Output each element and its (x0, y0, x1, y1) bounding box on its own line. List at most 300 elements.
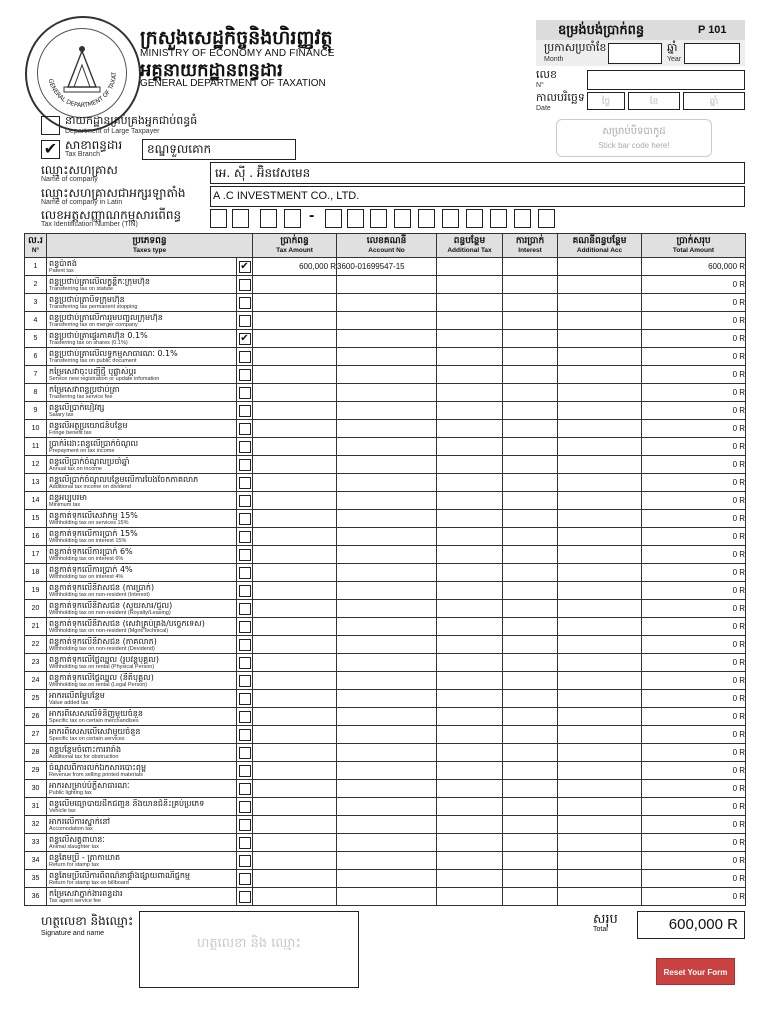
interest-field[interactable] (503, 708, 558, 726)
additional-acc-field[interactable] (558, 276, 642, 294)
tax-amount-field[interactable] (253, 888, 337, 906)
tax-type-kh: ពន្ធលើប្រាក់បៀវត្ស (49, 403, 105, 412)
additional-tax-field[interactable] (437, 384, 503, 402)
account-no-field[interactable] (337, 582, 437, 600)
additional-tax-field[interactable] (437, 312, 503, 330)
account-no-field[interactable] (337, 402, 437, 420)
tax-type-checkbox[interactable] (239, 801, 251, 813)
tax-amount-field[interactable] (253, 312, 337, 330)
additional-tax-field[interactable] (437, 564, 503, 582)
tax-type-en: Withholding tax on rental (Physical Person) (49, 664, 155, 670)
tax-type-checkbox[interactable] (239, 531, 251, 543)
account-no-field[interactable] (337, 384, 437, 402)
additional-acc-field[interactable] (558, 384, 642, 402)
tax-amount-field[interactable] (253, 690, 337, 708)
year-label-en: Year (667, 56, 682, 63)
tax-amount-field[interactable] (253, 870, 337, 888)
interest-field[interactable] (503, 258, 558, 276)
tax-type-checkbox[interactable]: ✔ (240, 332, 249, 344)
interest-field[interactable] (503, 366, 558, 384)
barcode-area (556, 119, 712, 157)
total-amount-field: 0 R (642, 474, 746, 492)
account-no-field[interactable] (337, 636, 437, 654)
tax-type-kh: ពន្ធបន្ថែមចំពោះការរារាំង (49, 745, 122, 754)
interest-field[interactable] (503, 384, 558, 402)
tin-digit-box[interactable] (418, 209, 435, 228)
additional-tax-field[interactable] (437, 672, 503, 690)
tax-type-kh: ពន្ធប៉ាតង់ (49, 259, 77, 268)
account-no-field[interactable] (337, 546, 437, 564)
tax-type-en: Trasferring tax on shares (0.1%) (49, 340, 128, 346)
table-row (25, 762, 746, 780)
tax-type-checkbox-cell (237, 654, 253, 672)
barcode-label-en: Stick bar code here! (598, 141, 670, 150)
interest-field[interactable] (503, 582, 558, 600)
table-row (25, 654, 746, 672)
tax-amount-field[interactable] (253, 276, 337, 294)
tax-type-kh: ពន្ធលើប្រាក់ចំណូលប្រចាំឆ្នាំ (49, 457, 130, 466)
additional-tax-field[interactable] (437, 438, 503, 456)
tax-type-kh: ពន្ធតែមប្រិ៍លើការពិពណ៌នាផ្ទាំងផ្សាយពាណិជ្ជកម្ម (49, 871, 190, 880)
additional-tax-field[interactable] (437, 330, 503, 348)
additional-acc-field[interactable] (558, 708, 642, 726)
additional-acc-field[interactable] (558, 528, 642, 546)
interest-field[interactable] (503, 438, 558, 456)
tax-amount-field[interactable] (253, 798, 337, 816)
tin-digit-box[interactable] (394, 209, 411, 228)
tax-type-checkbox-cell (237, 258, 253, 276)
interest-field[interactable] (503, 456, 558, 474)
tax-type-checkbox[interactable] (239, 693, 251, 705)
interest-field[interactable] (503, 510, 558, 528)
additional-tax-field[interactable] (437, 420, 503, 438)
tax-type-checkbox[interactable] (239, 711, 251, 723)
additional-acc-field[interactable] (558, 726, 642, 744)
tax-type-checkbox[interactable] (239, 639, 251, 651)
tax-amount-field[interactable] (253, 654, 337, 672)
tax-type-checkbox[interactable] (239, 621, 251, 633)
interest-field[interactable] (503, 870, 558, 888)
additional-tax-field[interactable] (437, 654, 503, 672)
additional-acc-field[interactable] (558, 744, 642, 762)
signature-label-en: Signature and name (41, 930, 105, 937)
tax-amount-field[interactable] (253, 384, 337, 402)
tax-amount-field[interactable] (253, 618, 337, 636)
additional-tax-field[interactable] (437, 888, 503, 906)
total-amount-field: 0 R (642, 762, 746, 780)
interest-field[interactable] (503, 402, 558, 420)
interest-field[interactable] (503, 312, 558, 330)
tax-type-checkbox[interactable] (239, 387, 251, 399)
tax-amount-field[interactable] (253, 438, 337, 456)
table-row (25, 276, 746, 294)
tin-digit-box[interactable] (514, 209, 531, 228)
tax-type-checkbox[interactable] (239, 477, 251, 489)
interest-field[interactable] (503, 564, 558, 582)
additional-tax-field[interactable] (437, 798, 503, 816)
additional-acc-field[interactable] (558, 618, 642, 636)
tin-digit-box[interactable] (538, 209, 555, 228)
col-header-amount: ប្រាក់ពន្ធ Tax Amount (253, 234, 337, 258)
interest-field[interactable] (503, 654, 558, 672)
tax-type-cell (47, 312, 237, 330)
additional-acc-field[interactable] (558, 690, 642, 708)
tax-type-checkbox[interactable] (239, 279, 251, 291)
interest-field[interactable] (503, 276, 558, 294)
account-no-field[interactable] (337, 852, 437, 870)
tax-type-checkbox[interactable] (239, 441, 251, 453)
tin-separator: - (309, 207, 315, 224)
tax-branch-checkbox[interactable]: ✔ (41, 140, 60, 159)
interest-field[interactable] (503, 744, 558, 762)
tax-amount-field[interactable] (253, 672, 337, 690)
tax-type-checkbox[interactable] (239, 765, 251, 777)
interest-field[interactable] (503, 474, 558, 492)
tax-type-en: Withholding tax on non-resident (Interest) (49, 592, 150, 598)
tax-type-en: Withholding tax on interest 6% (49, 556, 124, 562)
tax-type-kh: ពន្ធកាត់ទុកលើនិវាសជន (ការប្រាក់) (49, 583, 155, 592)
account-no-field[interactable] (337, 510, 437, 528)
additional-acc-field[interactable] (558, 438, 642, 456)
additional-tax-field[interactable] (437, 366, 503, 384)
row-number: 36 (25, 888, 47, 906)
additional-tax-field[interactable] (437, 690, 503, 708)
account-no-field[interactable] (337, 816, 437, 834)
interest-field[interactable] (503, 834, 558, 852)
interest-field[interactable] (503, 888, 558, 906)
tax-type-kh: កម្រៃសេវាចុះបញ្ជីថ្មី ឬផ្លាស់ប្តូរ (49, 367, 137, 376)
account-no-field[interactable] (337, 330, 437, 348)
account-no-field[interactable] (337, 474, 437, 492)
row-number: 34 (25, 852, 47, 870)
account-no-field[interactable] (337, 420, 437, 438)
account-no-field[interactable] (337, 492, 437, 510)
tax-type-en: Revenue from selling printed materials (49, 772, 143, 778)
additional-tax-field[interactable] (437, 852, 503, 870)
tax-type-checkbox[interactable] (239, 891, 251, 903)
tax-type-en: Service new registration or update infomation (49, 376, 160, 382)
tax-type-checkbox-cell (237, 726, 253, 744)
tax-type-kh: ពន្ធប្រថាប់ត្រាលើលទ្ធកម្មសាធារណៈ 0.1% (49, 349, 178, 358)
interest-field[interactable] (503, 294, 558, 312)
row-number: 27 (25, 726, 47, 744)
account-no-field[interactable] (337, 834, 437, 852)
tax-amount-field[interactable] (253, 708, 337, 726)
additional-acc-field[interactable] (558, 780, 642, 798)
account-no-field[interactable] (337, 672, 437, 690)
tax-type-checkbox[interactable] (239, 855, 251, 867)
tax-type-cell (47, 600, 237, 618)
tin-label-en: Tax Identification Number (TIN) (41, 221, 138, 228)
additional-tax-field[interactable] (437, 294, 503, 312)
tin-digit-box[interactable] (442, 209, 459, 228)
tax-amount-field[interactable] (253, 834, 337, 852)
tax-type-kh: ពន្ធកាត់ទុកលើសេវាកម្ម 15% (49, 511, 138, 520)
tax-amount-field[interactable] (253, 492, 337, 510)
interest-field[interactable] (503, 636, 558, 654)
additional-acc-field[interactable] (558, 510, 642, 528)
additional-tax-field[interactable] (437, 258, 503, 276)
reset-form-button[interactable]: Reset Your Form (656, 958, 735, 985)
additional-tax-field[interactable] (437, 276, 503, 294)
account-no-field[interactable] (337, 654, 437, 672)
interest-field[interactable] (503, 690, 558, 708)
additional-acc-field[interactable] (558, 798, 642, 816)
tax-type-checkbox[interactable] (239, 513, 251, 525)
tax-type-checkbox[interactable] (239, 405, 251, 417)
tax-amount-field[interactable] (253, 546, 337, 564)
account-no-field[interactable]: 3600-01699547-15 (337, 258, 437, 276)
company-name-field[interactable]: អេ. ស៊ី . អ៊ិនវេសមេន (210, 162, 745, 184)
tax-amount-field[interactable]: 600,000 R (253, 258, 337, 276)
year-input[interactable] (684, 43, 740, 64)
additional-tax-field[interactable] (437, 600, 503, 618)
additional-tax-field[interactable] (437, 582, 503, 600)
interest-field[interactable] (503, 618, 558, 636)
account-no-field[interactable] (337, 564, 437, 582)
additional-acc-field[interactable] (558, 312, 642, 330)
additional-tax-field[interactable] (437, 528, 503, 546)
account-no-field[interactable] (337, 618, 437, 636)
interest-field[interactable] (503, 762, 558, 780)
tax-type-checkbox[interactable] (239, 729, 251, 741)
tax-branch-field[interactable]: ខណ្ឌទួលគោក (142, 139, 296, 160)
tax-type-checkbox[interactable] (239, 567, 251, 579)
tin-digit-box[interactable] (466, 209, 483, 228)
tax-amount-field[interactable] (253, 762, 337, 780)
tax-amount-field[interactable] (253, 402, 337, 420)
tax-type-checkbox[interactable] (239, 351, 251, 363)
tax-amount-field[interactable] (253, 456, 337, 474)
additional-tax-field[interactable] (437, 726, 503, 744)
tax-amount-field[interactable] (253, 474, 337, 492)
additional-acc-field[interactable] (558, 600, 642, 618)
tax-amount-field[interactable] (253, 726, 337, 744)
interest-field[interactable] (503, 492, 558, 510)
account-no-field[interactable] (337, 888, 437, 906)
account-no-field[interactable] (337, 708, 437, 726)
tax-type-en: Withholding tax on interest 4% (49, 574, 124, 580)
account-no-field[interactable] (337, 744, 437, 762)
additional-acc-field[interactable] (558, 366, 642, 384)
tax-amount-field[interactable] (253, 816, 337, 834)
tax-type-checkbox[interactable] (239, 495, 251, 507)
additional-tax-field[interactable] (437, 870, 503, 888)
tax-type-kh: ពន្ធប្រថាប់ត្រាបិទក្រុមហ៊ុន (49, 295, 125, 304)
company-latin-field[interactable]: A .C INVESTMENT CO., LTD. (210, 186, 745, 207)
tax-amount-field[interactable] (253, 528, 337, 546)
additional-tax-field[interactable] (437, 510, 503, 528)
tax-type-checkbox[interactable] (239, 459, 251, 471)
tax-type-checkbox[interactable] (239, 837, 251, 849)
additional-acc-field[interactable] (558, 348, 642, 366)
additional-acc-field[interactable] (558, 258, 642, 276)
interest-field[interactable] (503, 780, 558, 798)
account-no-field[interactable] (337, 366, 437, 384)
account-no-field[interactable] (337, 870, 437, 888)
tax-type-checkbox-cell (237, 600, 253, 618)
tax-branch-label-kh: សាខាពន្ធដារ (65, 138, 123, 152)
additional-tax-field[interactable] (437, 492, 503, 510)
additional-acc-field[interactable] (558, 492, 642, 510)
tax-type-en: Specific tax on certain services (49, 736, 125, 742)
tax-amount-field[interactable] (253, 330, 337, 348)
tax-type-cell (47, 870, 237, 888)
tax-amount-field[interactable] (253, 348, 337, 366)
tax-amount-field[interactable] (253, 294, 337, 312)
account-no-field[interactable] (337, 438, 437, 456)
tax-type-checkbox[interactable] (239, 675, 251, 687)
tax-type-checkbox-cell (237, 888, 253, 906)
additional-acc-field[interactable] (558, 852, 642, 870)
date-day-input[interactable]: ថ្ងៃ (587, 92, 625, 110)
number-input[interactable] (587, 70, 745, 90)
tin-digit-box[interactable] (347, 209, 364, 228)
tax-type-checkbox[interactable] (239, 297, 251, 309)
additional-acc-field[interactable] (558, 834, 642, 852)
account-no-field[interactable] (337, 780, 437, 798)
number-label-kh: លេខ (536, 68, 557, 81)
additional-tax-field[interactable] (437, 546, 503, 564)
interest-field[interactable] (503, 672, 558, 690)
tin-digit-box[interactable] (210, 209, 227, 228)
account-no-field[interactable] (337, 312, 437, 330)
interest-field[interactable] (503, 816, 558, 834)
tax-amount-field[interactable] (253, 366, 337, 384)
account-no-field[interactable] (337, 600, 437, 618)
additional-tax-field[interactable] (437, 636, 503, 654)
additional-tax-field[interactable] (437, 348, 503, 366)
additional-tax-field[interactable] (437, 618, 503, 636)
tax-type-en: Transferring tax on merger company (49, 322, 138, 328)
tin-digit-box[interactable] (325, 209, 342, 228)
additional-tax-field[interactable] (437, 708, 503, 726)
tax-amount-field[interactable] (253, 564, 337, 582)
interest-field[interactable] (503, 420, 558, 438)
interest-field[interactable] (503, 546, 558, 564)
additional-acc-field[interactable] (558, 474, 642, 492)
account-no-field[interactable] (337, 294, 437, 312)
row-number: 17 (25, 546, 47, 564)
additional-tax-field[interactable] (437, 402, 503, 420)
tax-type-checkbox[interactable] (239, 819, 251, 831)
additional-acc-field[interactable] (558, 582, 642, 600)
account-no-field[interactable] (337, 456, 437, 474)
additional-tax-field[interactable] (437, 474, 503, 492)
additional-acc-field[interactable] (558, 672, 642, 690)
additional-tax-field[interactable] (437, 780, 503, 798)
tin-digit-box[interactable] (232, 209, 249, 228)
tax-amount-field[interactable] (253, 582, 337, 600)
gdt-title-en: GENERAL DEPARTMENT OF TAXATION (140, 78, 326, 89)
tin-digit-box[interactable] (490, 209, 507, 228)
tax-type-checkbox[interactable] (239, 783, 251, 795)
date-month-input[interactable]: ខែ (628, 92, 680, 110)
account-no-field[interactable] (337, 528, 437, 546)
interest-field[interactable] (503, 852, 558, 870)
additional-acc-field[interactable] (558, 420, 642, 438)
additional-tax-field[interactable] (437, 762, 503, 780)
additional-acc-field[interactable] (558, 762, 642, 780)
additional-acc-field[interactable] (558, 636, 642, 654)
tax-type-checkbox[interactable] (239, 315, 251, 327)
tax-amount-field[interactable] (253, 780, 337, 798)
tax-type-en: Salary tax (49, 412, 74, 418)
large-taxpayer-checkbox[interactable] (41, 116, 60, 135)
additional-acc-field[interactable] (558, 294, 642, 312)
tax-amount-field[interactable] (253, 510, 337, 528)
additional-acc-field[interactable] (558, 402, 642, 420)
tin-digit-box[interactable] (260, 209, 277, 228)
additional-tax-field[interactable] (437, 744, 503, 762)
additional-acc-field[interactable] (558, 546, 642, 564)
number-label-en: N° (536, 82, 544, 89)
additional-acc-field[interactable] (558, 456, 642, 474)
additional-acc-field[interactable] (558, 870, 642, 888)
signature-box[interactable]: ហត្ថលេខា និង ឈ្មោះ (139, 911, 359, 988)
tax-type-cell (47, 888, 237, 906)
additional-acc-field[interactable] (558, 330, 642, 348)
additional-acc-field[interactable] (558, 888, 642, 906)
tax-type-checkbox-cell (237, 312, 253, 330)
tax-type-checkbox[interactable] (239, 603, 251, 615)
additional-tax-field[interactable] (437, 816, 503, 834)
tax-amount-field[interactable] (253, 744, 337, 762)
interest-field[interactable] (503, 348, 558, 366)
date-year-input[interactable]: ឆ្នាំ (683, 92, 745, 110)
tax-type-checkbox[interactable] (239, 747, 251, 759)
month-input[interactable] (608, 43, 662, 64)
tax-type-checkbox-cell (237, 690, 253, 708)
additional-acc-field[interactable] (558, 564, 642, 582)
interest-field[interactable] (503, 726, 558, 744)
tax-type-checkbox[interactable] (239, 549, 251, 561)
tax-amount-field[interactable] (253, 420, 337, 438)
account-no-field[interactable] (337, 726, 437, 744)
barcode-label-kh: សម្រាប់បិទបាកូដ (602, 126, 666, 137)
tin-digit-box[interactable] (284, 209, 301, 228)
row-number: 35 (25, 870, 47, 888)
account-no-field[interactable] (337, 348, 437, 366)
svg-text:GENERAL DEPARTMENT OF TAXATION: GENERAL DEPARTMENT OF TAXAT (46, 71, 119, 110)
tax-type-checkbox[interactable] (239, 585, 251, 597)
account-no-field[interactable] (337, 762, 437, 780)
interest-field[interactable] (503, 798, 558, 816)
account-no-field[interactable] (337, 798, 437, 816)
interest-field[interactable] (503, 600, 558, 618)
account-no-field[interactable] (337, 276, 437, 294)
tax-type-checkbox[interactable]: ✔ (240, 260, 249, 272)
total-amount-field: 0 R (642, 852, 746, 870)
additional-tax-field[interactable] (437, 834, 503, 852)
tax-amount-field[interactable] (253, 600, 337, 618)
tax-type-checkbox[interactable] (239, 423, 251, 435)
interest-field[interactable] (503, 528, 558, 546)
tax-amount-field[interactable] (253, 636, 337, 654)
tax-amount-field[interactable] (253, 852, 337, 870)
tin-digit-box[interactable] (370, 209, 387, 228)
additional-tax-field[interactable] (437, 456, 503, 474)
tax-type-cell (47, 834, 237, 852)
additional-acc-field[interactable] (558, 816, 642, 834)
additional-acc-field[interactable] (558, 654, 642, 672)
interest-field[interactable] (503, 330, 558, 348)
tax-type-checkbox[interactable] (239, 657, 251, 669)
account-no-field[interactable] (337, 690, 437, 708)
tax-type-checkbox[interactable] (239, 369, 251, 381)
tax-type-checkbox[interactable] (239, 873, 251, 885)
tax-type-checkbox-cell (237, 780, 253, 798)
